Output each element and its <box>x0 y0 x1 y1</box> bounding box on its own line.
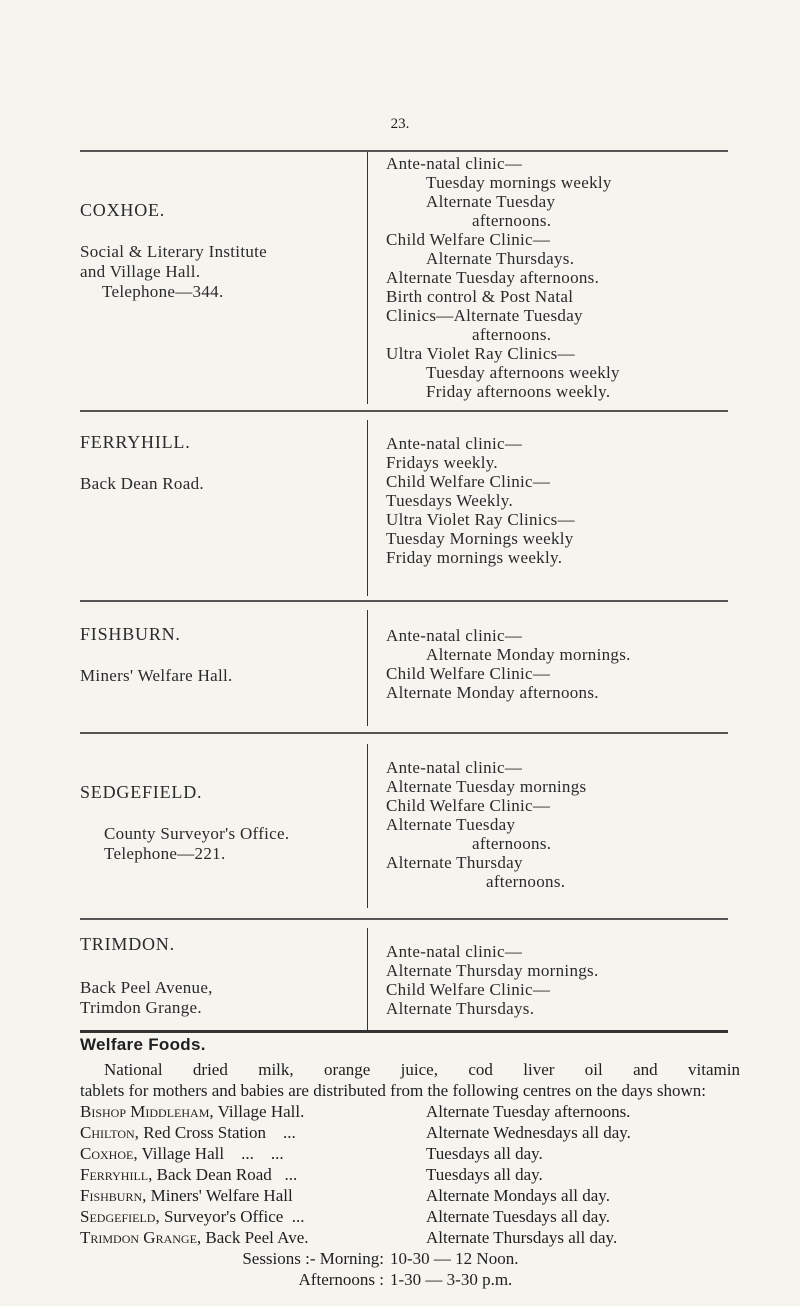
schedule-line: Alternate Thursdays. <box>426 249 575 268</box>
centre-days: Alternate Tuesdays all day. <box>426 1207 610 1226</box>
location-line: and Village Hall. <box>80 262 201 281</box>
schedule-line: Ante-natal clinic— <box>386 942 523 961</box>
schedule-line: Tuesdays Weekly. <box>386 491 513 510</box>
centre-name: Trimdon Grange, <box>80 1228 202 1247</box>
schedule-line: Alternate Tuesday <box>426 192 556 211</box>
session-time: 10-30 — 12 Noon. <box>390 1249 519 1268</box>
intro-first-line: National dried milk, orange juice, cod liver oil and vitamin <box>104 1060 740 1079</box>
location-line: Social & Literary Institute <box>80 242 268 261</box>
clinic-schedule <box>370 154 730 401</box>
clinic-location <box>80 934 370 1018</box>
welfare-foods-section <box>80 1035 740 1290</box>
centre-days: Alternate Tuesday afternoons. <box>426 1102 631 1121</box>
centre-detail: Village Hall ... ... <box>137 1144 284 1163</box>
centre-detail: Surveyor's Office ... <box>159 1207 305 1226</box>
centre-detail: Back Dean Road ... <box>152 1165 298 1184</box>
town-name: TRIMDON. <box>80 934 175 954</box>
column-divider <box>367 610 368 726</box>
clinic-row-coxhoe <box>80 150 728 410</box>
centre-days: Alternate Wednesdays all day. <box>426 1123 631 1142</box>
clinic-schedule <box>370 626 730 702</box>
centre-detail: Village Hall. <box>213 1102 305 1121</box>
schedule-line: Child Welfare Clinic— <box>386 472 551 491</box>
session-time: 1-30 — 3-30 p.m. <box>390 1270 513 1289</box>
centre-row <box>80 1164 740 1185</box>
schedule-line: Tuesday mornings weekly <box>426 173 612 192</box>
centre-days: Alternate Thursdays all day. <box>426 1228 618 1247</box>
schedule-line: Ultra Violet Ray Clinics— <box>386 510 575 529</box>
schedule-line: Alternate Tuesday mornings <box>386 777 587 796</box>
session-row <box>80 1248 740 1269</box>
town-name: FERRYHILL. <box>80 432 191 452</box>
schedule-line: Child Welfare Clinic— <box>386 980 551 999</box>
clinic-schedule <box>370 942 730 1018</box>
schedule-line: Alternate Thursdays. <box>386 999 535 1018</box>
schedule-line: Child Welfare Clinic— <box>386 664 551 683</box>
section-heading: Welfare Foods. <box>80 1035 206 1054</box>
location-line: Trimdon Grange. <box>80 998 202 1017</box>
column-divider <box>367 928 368 1030</box>
schedule-line: Ante-natal clinic— <box>386 154 523 173</box>
intro-rest: tablets for mothers and babies are distributed from the following centres on the days shown: <box>80 1081 707 1100</box>
clinic-schedule <box>370 758 730 891</box>
centre-detail: Back Peel Ave. <box>201 1228 309 1247</box>
session-label: Sessions :- Morning: <box>242 1249 384 1268</box>
schedule-line: Ante-natal clinic— <box>386 758 523 777</box>
schedule-line: Clinics—Alternate Tuesday <box>386 306 583 325</box>
column-divider <box>367 420 368 596</box>
centre-row <box>80 1185 740 1206</box>
intro-paragraph <box>80 1059 740 1101</box>
centre-detail: Miners' Welfare Hall <box>146 1186 293 1205</box>
centre-row <box>80 1206 740 1227</box>
centre-days: Alternate Mondays all day. <box>426 1186 610 1205</box>
clinics-table <box>80 150 728 1033</box>
location-line: Miners' Welfare Hall. <box>80 666 233 685</box>
schedule-line: Ultra Violet Ray Clinics— <box>386 344 575 363</box>
session-label: Afternoons : <box>298 1270 384 1289</box>
schedule-line: afternoons. <box>472 834 552 853</box>
schedule-line: Friday afternoons weekly. <box>426 382 611 401</box>
schedule-line: Alternate Monday mornings. <box>426 645 631 664</box>
schedule-line: Friday mornings weekly. <box>386 548 563 567</box>
session-row <box>80 1269 740 1290</box>
centre-name: Sedgefield, <box>80 1207 160 1226</box>
schedule-line: Fridays weekly. <box>386 453 498 472</box>
centre-name: Bishop Middleham, <box>80 1102 214 1121</box>
schedule-line: Child Welfare Clinic— <box>386 796 551 815</box>
schedule-line: Alternate Monday afternoons. <box>386 683 599 702</box>
schedule-line: Alternate Tuesday <box>386 815 516 834</box>
centre-name: Fishburn, <box>80 1186 147 1205</box>
centre-days: Tuesdays all day. <box>426 1144 543 1163</box>
schedule-line: Tuesday afternoons weekly <box>426 363 620 382</box>
centre-row <box>80 1227 740 1248</box>
location-line: Telephone—344. <box>102 282 224 301</box>
schedule-line: Child Welfare Clinic— <box>386 230 551 249</box>
clinic-schedule <box>370 434 730 567</box>
schedule-line: Alternate Thursday mornings. <box>386 961 599 980</box>
location-line: Back Dean Road. <box>80 474 204 493</box>
schedule-line: Tuesday Mornings weekly <box>386 529 574 548</box>
schedule-line: afternoons. <box>472 211 552 230</box>
clinic-row-ferryhill <box>80 410 728 600</box>
town-name: FISHBURN. <box>80 624 181 644</box>
location-line: Back Peel Avenue, <box>80 978 213 997</box>
centre-row <box>80 1122 740 1143</box>
town-name: COXHOE. <box>80 200 166 220</box>
column-divider <box>367 152 368 404</box>
page-number: 23. <box>390 116 410 132</box>
location-line: Telephone—221. <box>104 844 226 863</box>
schedule-line: Ante-natal clinic— <box>386 434 523 453</box>
schedule-line: Alternate Tuesday afternoons. <box>386 268 600 287</box>
centres-list <box>80 1101 740 1248</box>
schedule-line: Birth control & Post Natal <box>386 287 574 306</box>
schedule-line: Ante-natal clinic— <box>386 626 523 645</box>
centre-name: Ferryhill, <box>80 1165 153 1184</box>
clinic-location <box>80 200 370 302</box>
centre-row <box>80 1143 740 1164</box>
sessions <box>80 1248 740 1290</box>
schedule-line: afternoons. <box>486 872 566 891</box>
centre-name: Coxhoe, <box>80 1144 138 1163</box>
location-line: County Surveyor's Office. <box>104 824 290 843</box>
centre-row <box>80 1101 740 1122</box>
schedule-line: afternoons. <box>472 325 552 344</box>
centre-name: Chilton, <box>80 1123 139 1142</box>
clinic-row-trimdon <box>80 918 728 1033</box>
centre-detail: Red Cross Station ... <box>138 1123 296 1142</box>
schedule-line: Alternate Thursday <box>386 853 523 872</box>
clinic-location <box>80 624 370 686</box>
clinic-row-fishburn <box>80 600 728 732</box>
clinic-row-sedgefield <box>80 732 728 918</box>
town-name: SEDGEFIELD. <box>80 782 203 802</box>
centre-days: Tuesdays all day. <box>426 1165 543 1184</box>
column-divider <box>367 744 368 908</box>
clinic-location <box>80 782 370 864</box>
clinic-location <box>80 432 370 494</box>
